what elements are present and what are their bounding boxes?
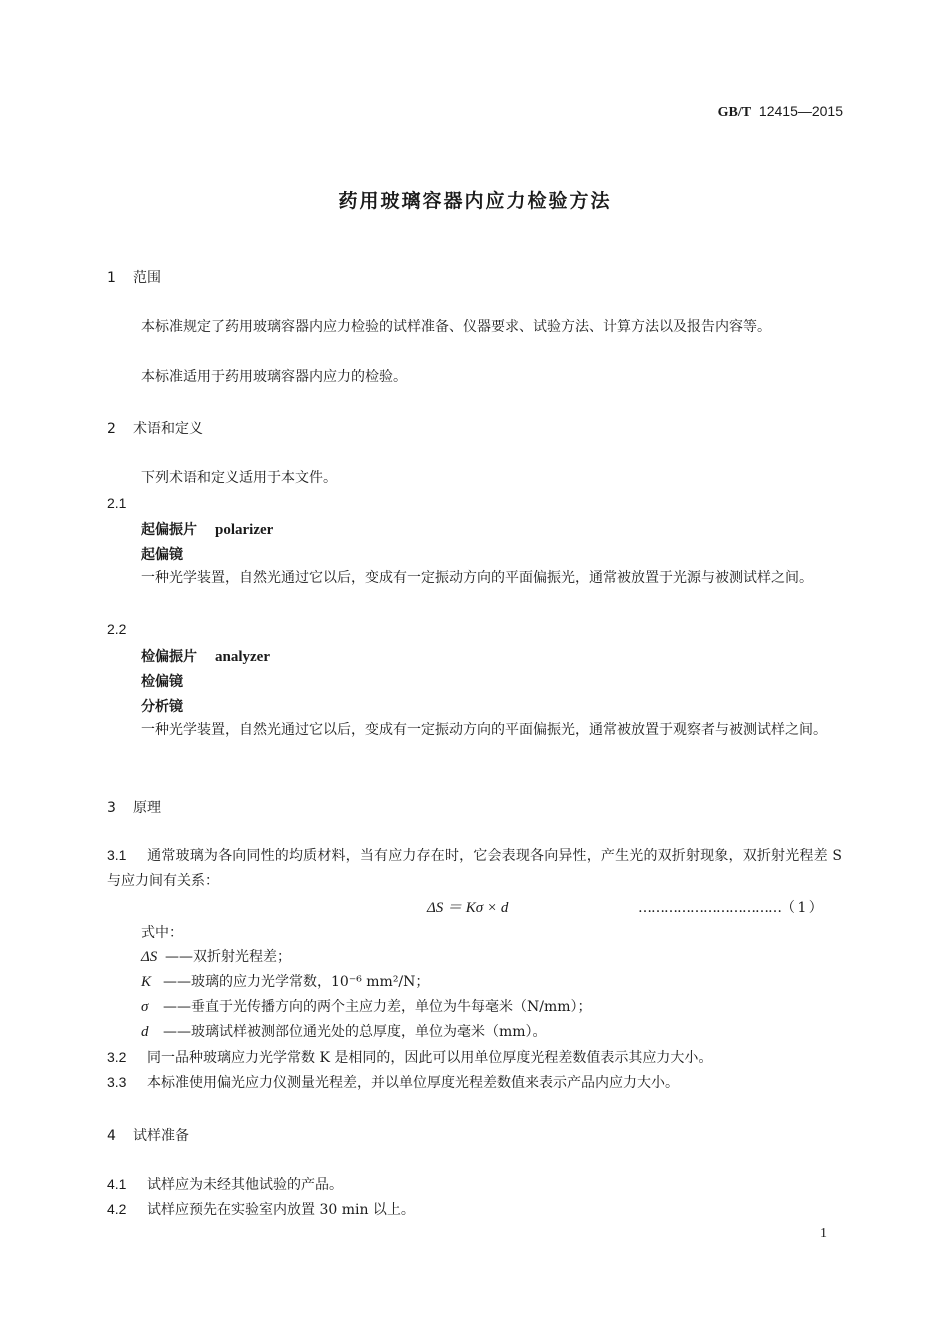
section-number: 4 — [107, 1128, 116, 1144]
variable-row — [141, 1021, 547, 1041]
formula: ΔS ＝ Kσ × d — [427, 900, 509, 916]
variable-symbol: ΔS — [141, 949, 158, 965]
clause-number: 3.1 — [107, 847, 127, 863]
term-chinese: 起偏振片 — [141, 522, 197, 538]
where-label: 式中： — [141, 925, 183, 941]
section-3-heading — [107, 797, 161, 817]
variable-symbol: σ — [141, 999, 149, 1015]
formula-number: ……………………………（ 1 ） — [638, 900, 822, 916]
section-title: 试样准备 — [133, 1128, 189, 1144]
clause-3-3 — [107, 1072, 679, 1092]
section-1-paragraph-1: 本标准规定了药用玻璃容器内应力检验的试样准备、仪器要求、试验方法、计算方法以及报告内容等。 — [141, 319, 771, 335]
term-2-1-alternative: 起偏镜 — [141, 547, 183, 563]
section-title: 原理 — [133, 800, 161, 816]
variable-row — [141, 996, 592, 1016]
section-1-paragraph-2: 本标准适用于药用玻璃容器内应力的检验。 — [141, 369, 407, 385]
document-title: 药用玻璃容器内应力检验方法 — [338, 190, 612, 212]
clause-3-2 — [107, 1047, 712, 1067]
variable-row — [141, 971, 429, 991]
standard-prefix: GB/T — [717, 105, 752, 120]
term-2-2-alternative-1: 检偏镜 — [141, 674, 183, 690]
variable-row — [141, 946, 291, 966]
section-number: 3 — [107, 800, 116, 816]
variable-symbol: d — [141, 1024, 149, 1040]
term-chinese: 检偏振片 — [141, 649, 197, 665]
section-2-intro: 下列术语和定义适用于本文件。 — [141, 470, 337, 486]
clause-text: 试样应为未经其他试验的产品。 — [147, 1177, 343, 1193]
clause-number: 3.2 — [107, 1049, 127, 1065]
clause-text: 同一品种玻璃应力光学常数 K 是相同的，因此可以用单位厚度光程差数值表示其应力大小。 — [147, 1050, 713, 1066]
section-title: 范围 — [133, 270, 161, 286]
clause-text: 试样应预先在实验室内放置 30 min 以上。 — [147, 1202, 415, 1218]
term-english: polarizer — [215, 522, 274, 538]
variable-description: ——垂直于光传播方向的两个主应力差，单位为牛每毫米（N/mm）； — [163, 999, 592, 1015]
term-english: analyzer — [215, 649, 270, 665]
term-2-2-alternative-2: 分析镜 — [141, 699, 183, 715]
term-2-1-definition: 一种光学装置，自然光通过它以后，变成有一定振动方向的平面偏振光，通常被放置于光源与被测试样之间。 — [141, 570, 813, 586]
term-2-1-number: 2.1 — [107, 495, 127, 511]
clause-number: 3.3 — [107, 1074, 127, 1090]
variable-symbol: K — [141, 974, 152, 990]
section-2-heading — [107, 418, 203, 438]
clause-text: 本标准使用偏光应力仪测量光程差，并以单位厚度光程差数值来表示产品内应力大小。 — [147, 1075, 679, 1091]
section-number: 2 — [107, 421, 116, 437]
clause-3-1 — [107, 843, 842, 894]
page-number: 1 — [820, 1226, 827, 1241]
standard-code: 12415—2015 — [758, 103, 843, 119]
clause-4-1 — [107, 1174, 343, 1194]
clause-text: 通常玻璃为各向同性的均质材料，当有应力存在时，它会表现各向异性，产生光的双折射现象，双折射光程差 S 与应力间有关系： — [107, 848, 842, 889]
term-2-1-title — [141, 519, 273, 539]
standard-number — [718, 103, 843, 121]
variable-description: ——玻璃试样被测部位通光处的总厚度，单位为毫米（mm）。 — [163, 1024, 547, 1040]
term-2-2-definition: 一种光学装置，自然光通过它以后，变成有一定振动方向的平面偏振光，通常被放置于观察者与被测试样之间。 — [141, 722, 827, 738]
variable-description: ——双折射光程差； — [165, 949, 291, 965]
term-2-2-number: 2.2 — [107, 621, 127, 637]
section-number: 1 — [107, 270, 116, 286]
section-title: 术语和定义 — [133, 421, 203, 437]
clause-number: 4.1 — [107, 1176, 127, 1192]
term-2-2-title — [141, 646, 270, 666]
section-1-heading — [107, 267, 161, 287]
clause-number: 4.2 — [107, 1201, 127, 1217]
clause-4-2 — [107, 1199, 415, 1219]
section-4-heading — [107, 1125, 189, 1145]
variable-description: ——玻璃的应力光学常数，10⁻⁶ mm²/N； — [163, 974, 430, 990]
